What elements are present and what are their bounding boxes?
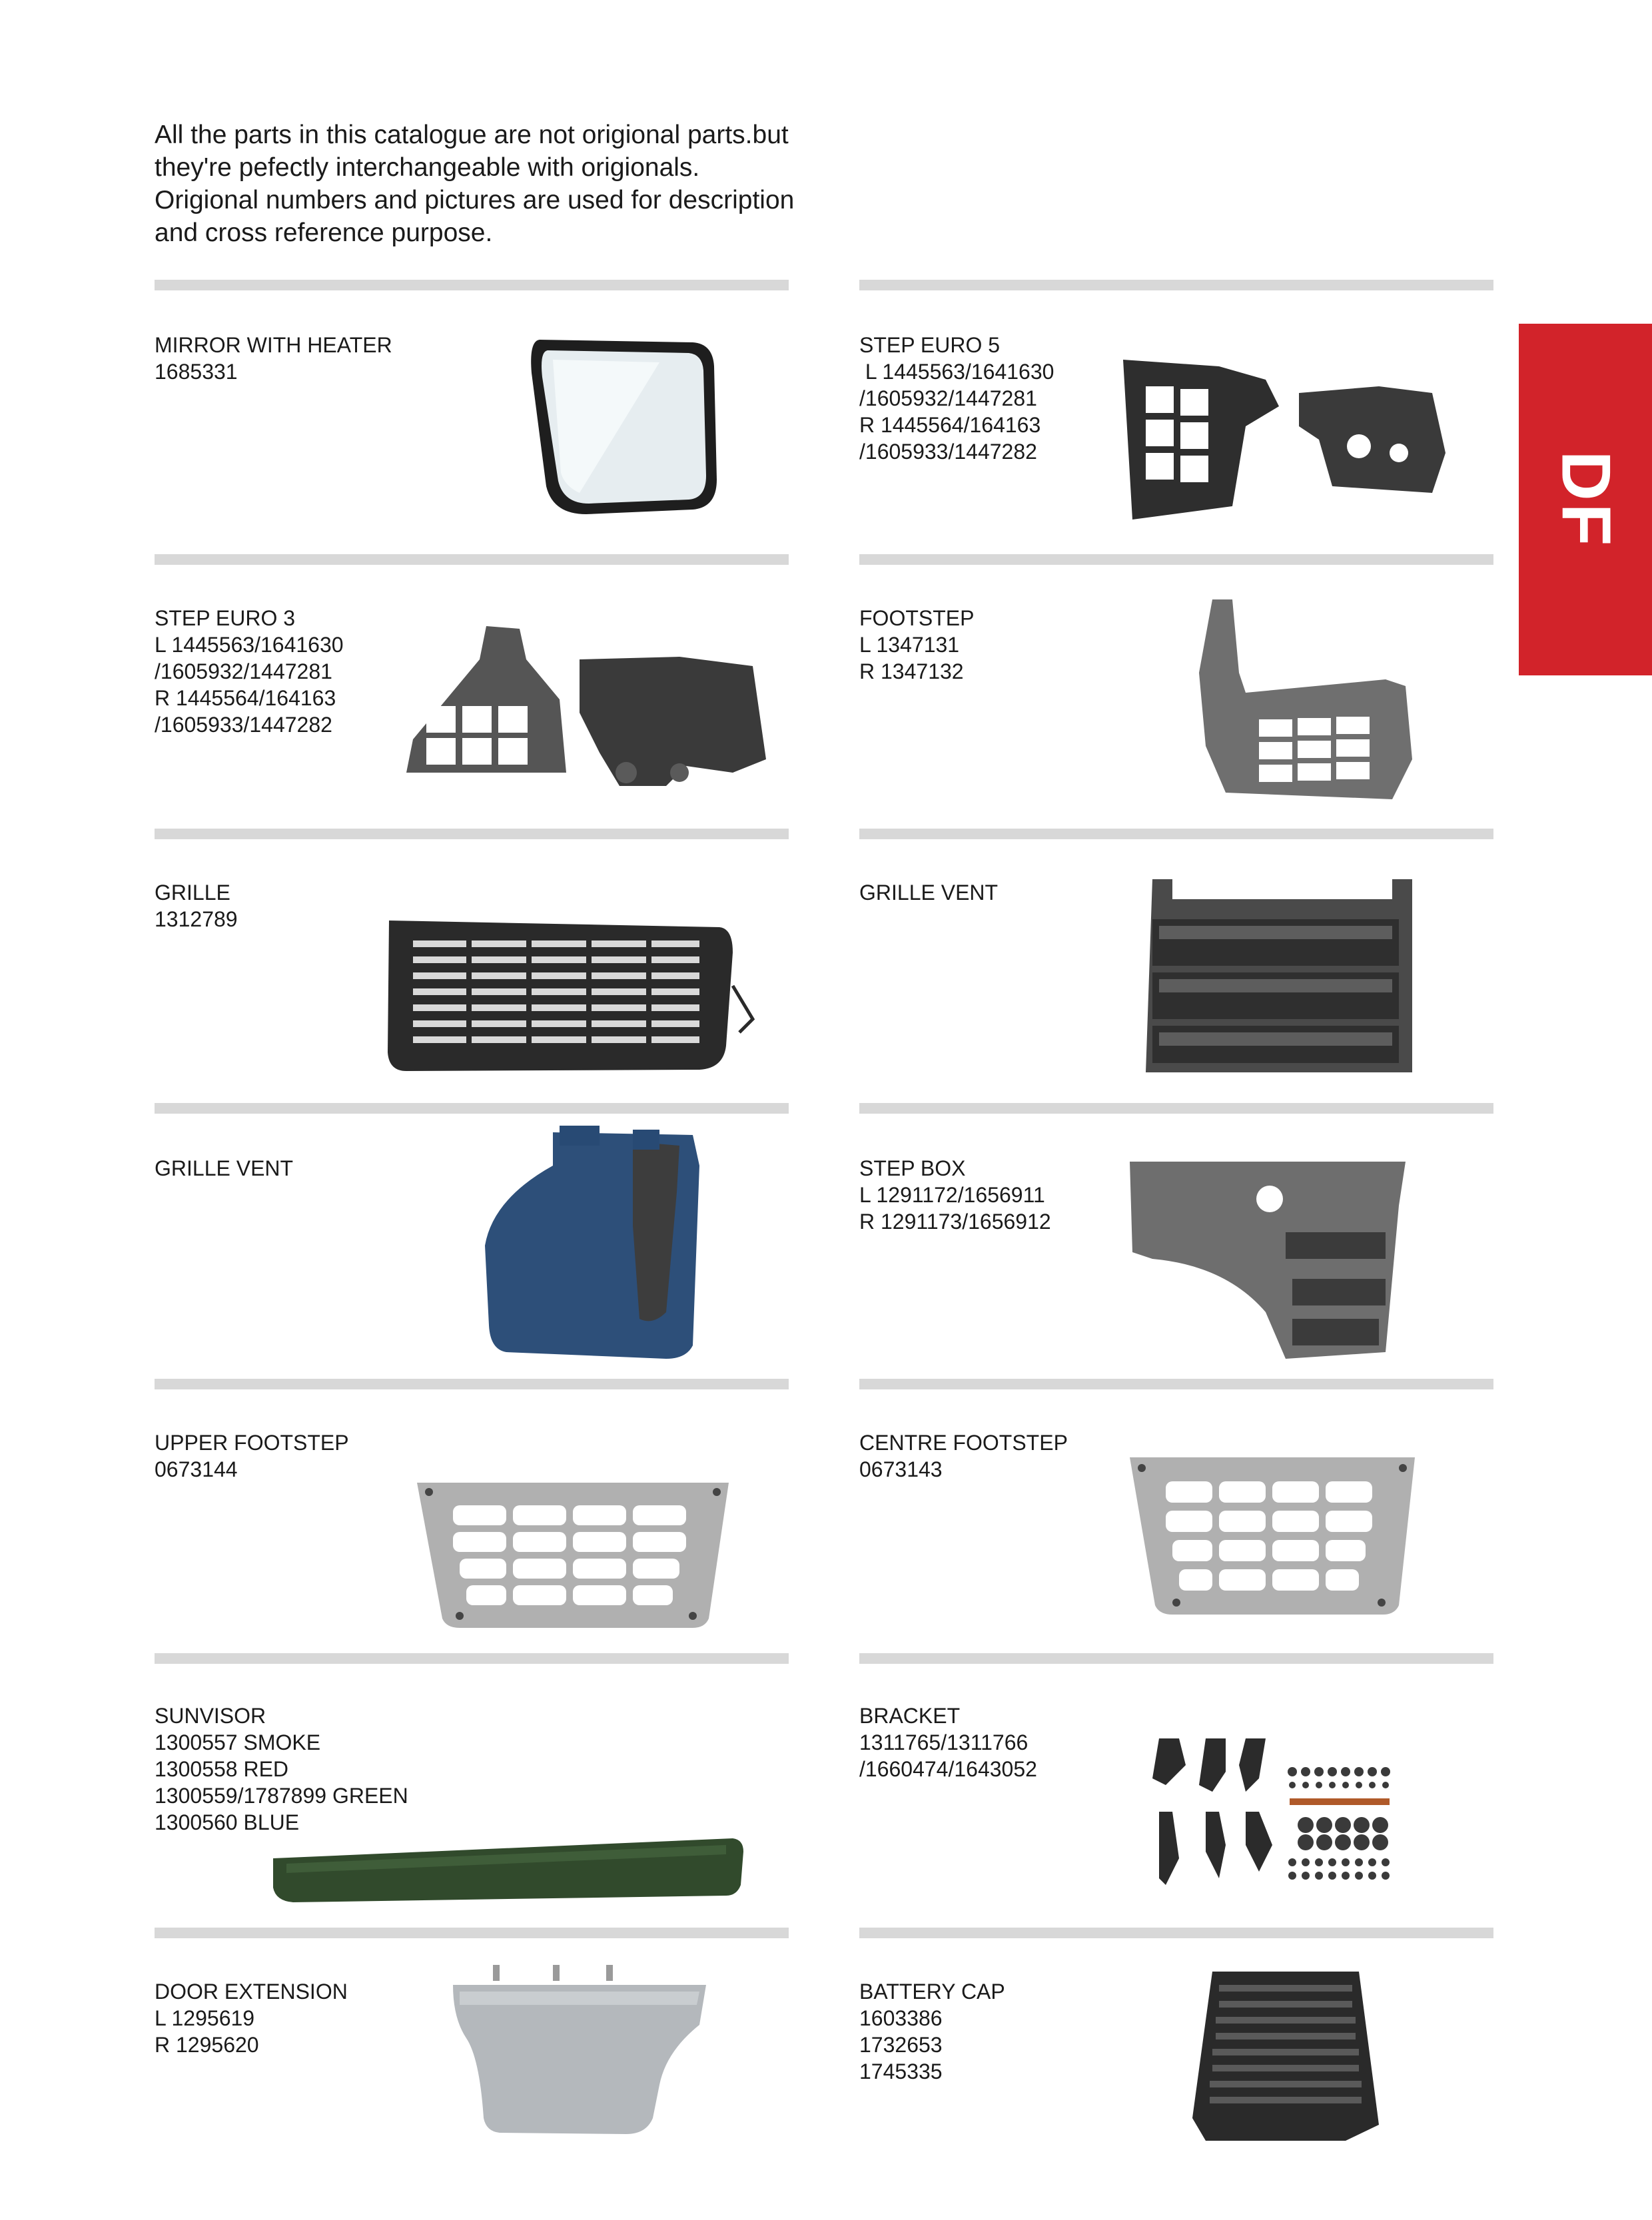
grille-image	[380, 913, 766, 1079]
divider-bar	[155, 1653, 789, 1664]
divider-bar	[859, 280, 1493, 290]
step-plate-image	[413, 1479, 733, 1632]
disclaimer-line: and cross reference purpose.	[155, 218, 493, 247]
part-number: 0673143	[859, 1457, 943, 1481]
part-number: R 1291173/1656912	[859, 1210, 1051, 1234]
item-title: DOOR EXTENSION	[155, 1980, 348, 2004]
part-number: L 1295619	[155, 2006, 255, 2030]
part-number: /1605933/1447282	[859, 440, 1037, 464]
divider-bar	[859, 1103, 1493, 1114]
catalog-item-text	[859, 605, 1232, 685]
divider-bar	[155, 1379, 789, 1389]
step-bracket-image	[1119, 353, 1452, 526]
part-number: /1605932/1447281	[155, 659, 332, 683]
bracket-kit-image	[1146, 1725, 1412, 1898]
divider-bar	[859, 1653, 1493, 1664]
item-title: UPPER FOOTSTEP	[155, 1431, 349, 1455]
part-number: 1745335	[859, 2059, 943, 2083]
item-title: GRILLE	[155, 881, 230, 905]
divider-bar	[155, 554, 789, 565]
divider-bar	[155, 280, 789, 290]
part-number: L 1445563/1641630	[859, 360, 1054, 384]
part-number: R 1445564/164163	[859, 413, 1041, 437]
item-title: SUNVISOR	[155, 1704, 266, 1728]
step-plate-image	[1126, 1452, 1419, 1619]
part-number: 1732653	[859, 2033, 943, 2057]
disclaimer-line: they're pefectly interchangeable with origionals.	[155, 153, 700, 182]
step-box-image	[1126, 1152, 1412, 1365]
door-extension-image	[446, 1958, 713, 2138]
part-number: R 1295620	[155, 2033, 259, 2057]
item-title: GRILLE VENT	[859, 881, 999, 905]
item-title: BATTERY CAP	[859, 1980, 1005, 2004]
part-number: /1605932/1447281	[859, 386, 1037, 410]
part-number: 0673144	[155, 1457, 238, 1481]
blue-vent-image	[466, 1126, 713, 1365]
item-title: MIRROR WITH HEATER	[155, 333, 392, 357]
catalog-item-text	[155, 1702, 528, 1836]
part-number: L 1347131	[859, 633, 960, 657]
catalog-item-text	[155, 332, 528, 385]
disclaimer-text	[155, 119, 874, 249]
mirror-glass-image	[526, 333, 726, 520]
part-number: R 1445564/164163	[155, 686, 336, 710]
divider-bar	[859, 554, 1493, 565]
divider-bar	[859, 1928, 1493, 1938]
item-title: STEP EURO 5	[859, 333, 1001, 357]
part-number: 1300560 BLUE	[155, 1810, 300, 1834]
catalog-item-text	[155, 1429, 528, 1483]
battery-cap-image	[1186, 1965, 1386, 2145]
item-title: BRACKET	[859, 1704, 961, 1728]
section-tab	[1519, 324, 1652, 675]
item-title: STEP BOX	[859, 1156, 966, 1180]
footstep-image	[1186, 593, 1419, 806]
item-title: GRILLE VENT	[155, 1156, 294, 1180]
divider-bar	[155, 1103, 789, 1114]
part-number: R 1347132	[859, 659, 964, 683]
part-number: 1300559/1787899 GREEN	[155, 1784, 408, 1808]
part-number: /1660474/1643052	[859, 1757, 1037, 1781]
catalog-item-text	[859, 1978, 1232, 2085]
disclaimer-line: Origional numbers and pictures are used for description	[155, 186, 795, 214]
part-number: 1685331	[155, 360, 238, 384]
part-number: L 1291172/1656911	[859, 1183, 1045, 1207]
grille-vent-image	[1132, 873, 1419, 1086]
item-title: FOOTSTEP	[859, 606, 975, 630]
item-title: CENTRE FOOTSTEP	[859, 1431, 1068, 1455]
part-number: 1300557 SMOKE	[155, 1730, 321, 1754]
part-number: 1300558 RED	[155, 1757, 289, 1781]
step-bracket-image	[400, 619, 773, 793]
sunvisor-image	[266, 1832, 746, 1912]
divider-bar	[859, 1379, 1493, 1389]
part-number: 1311765/1311766	[859, 1730, 1029, 1754]
part-number: 1603386	[859, 2006, 943, 2030]
divider-bar	[155, 829, 789, 839]
part-number: 1312789	[155, 907, 238, 931]
item-title: STEP EURO 3	[155, 606, 296, 630]
divider-bar	[859, 829, 1493, 839]
part-number: /1605933/1447282	[155, 713, 332, 737]
section-tab-label: DF	[1547, 450, 1625, 549]
disclaimer-line: All the parts in this catalogue are not origional parts.but	[155, 121, 789, 149]
divider-bar	[155, 1928, 789, 1938]
part-number: L 1445563/1641630	[155, 633, 344, 657]
